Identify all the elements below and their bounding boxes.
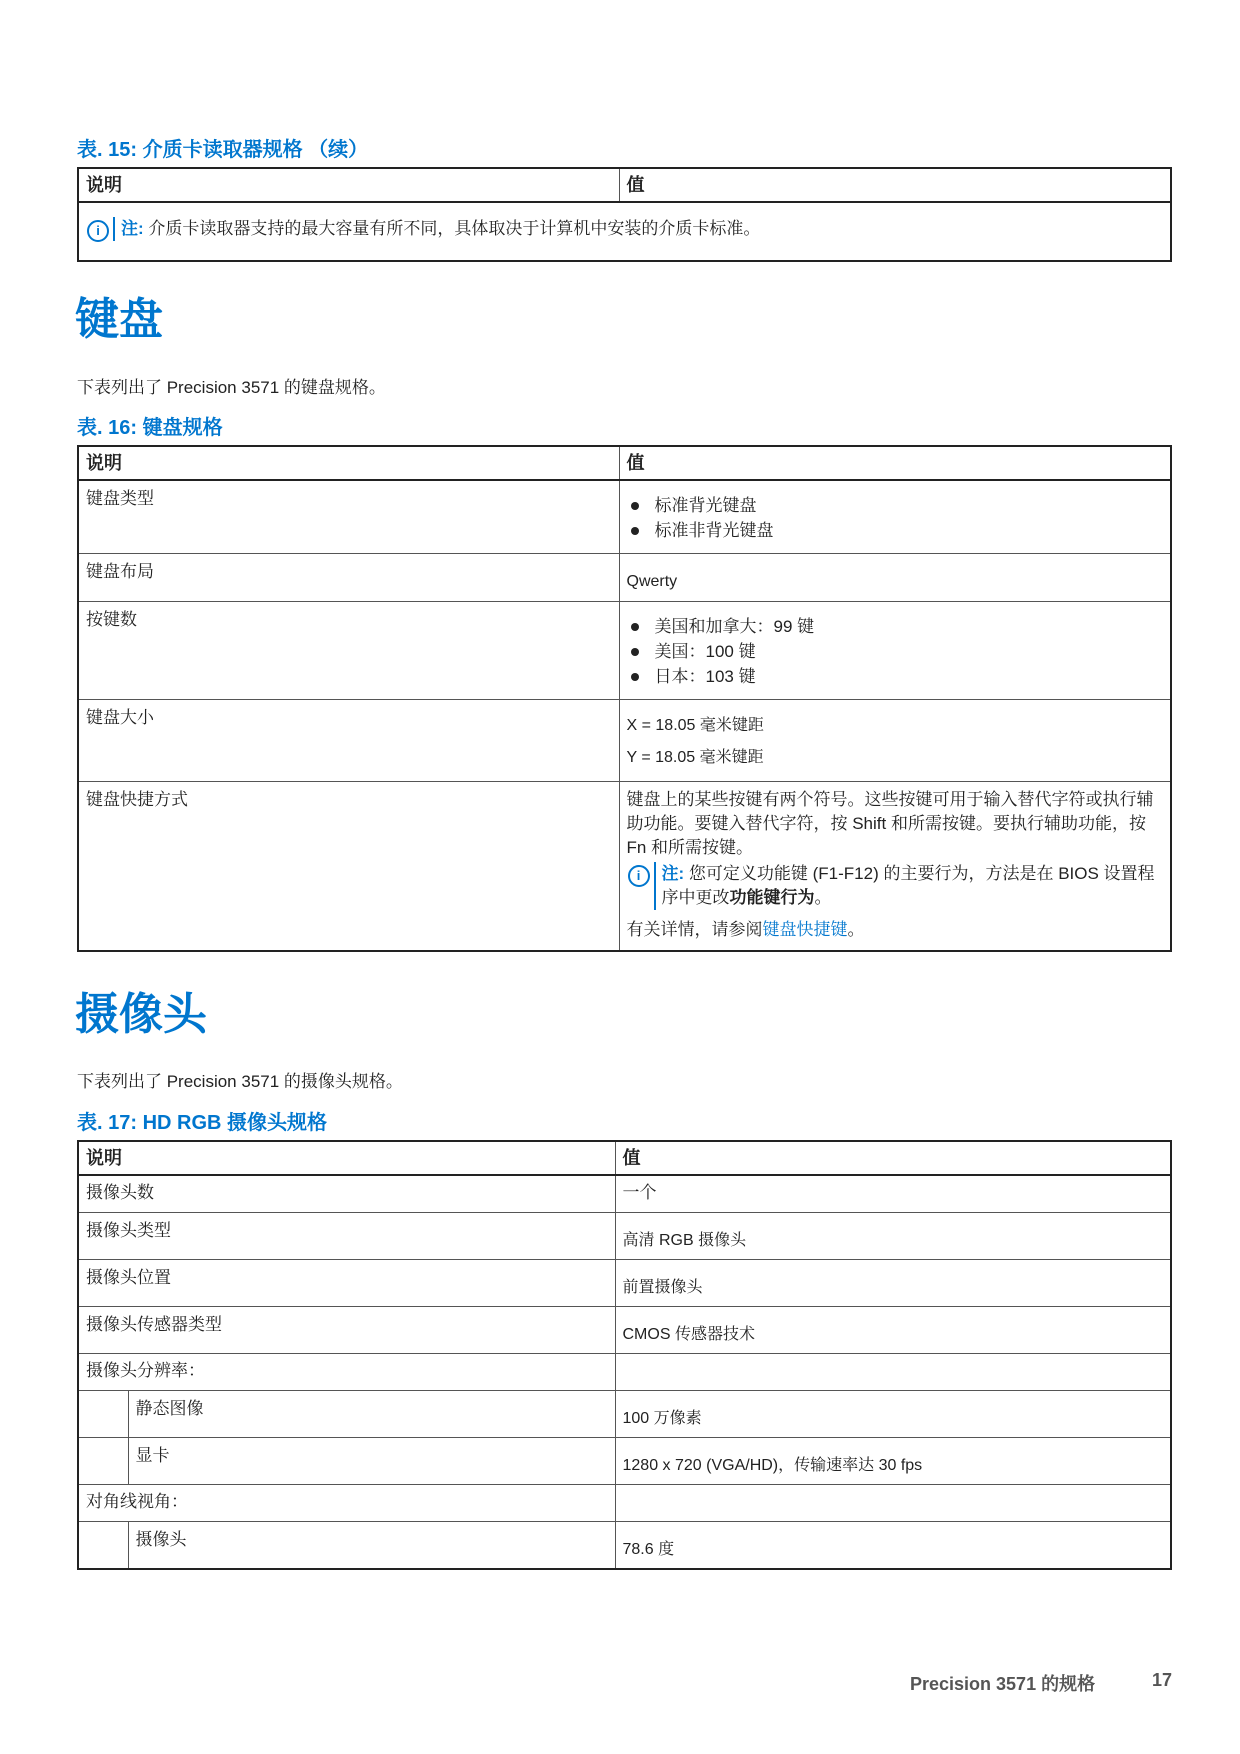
see-also-suffix: 。: [847, 919, 865, 939]
table-row: [78, 1353, 1171, 1390]
media-card-reader-table: [77, 167, 1172, 262]
table-row: [78, 1437, 1171, 1484]
row-value: 78.6 度: [615, 1521, 1171, 1569]
row-label: 键盘布局: [78, 553, 619, 601]
note: [86, 217, 1163, 242]
bullet-list: [627, 614, 1164, 689]
column-header-value: 值: [619, 446, 1171, 480]
row-label: 键盘大小: [78, 699, 619, 781]
table-row: [78, 1306, 1171, 1353]
table-row: [78, 553, 1171, 601]
bullet-list: [627, 493, 1164, 543]
table-16-caption: 表. 16: 键盘规格: [77, 417, 223, 439]
row-label: 显卡: [128, 1437, 615, 1484]
row-value: CMOS 传感器技术: [615, 1306, 1171, 1353]
see-also-prefix: 有关详情，请参阅: [626, 919, 763, 939]
row-label: 摄像头位置: [78, 1259, 615, 1306]
column-header-value: 值: [615, 1141, 1171, 1175]
table-row: [78, 1175, 1171, 1212]
row-value: 1280 x 720 (VGA/HD)，传输速率达 30 fps: [615, 1437, 1171, 1484]
row-label: 摄像头类型: [78, 1212, 615, 1259]
note: [627, 862, 1164, 910]
row-value: [619, 699, 1171, 781]
note-end: 。: [814, 887, 832, 907]
list-item: 标准背光键盘: [627, 493, 1164, 518]
row-value: 高清 RGB 摄像头: [615, 1212, 1171, 1259]
note-text: 介质卡读取器支持的最大容量有所不同，具体取决于计算机中安装的介质卡标准。: [148, 219, 761, 238]
row-label: 摄像头数: [78, 1175, 615, 1212]
table-row: [78, 1212, 1171, 1259]
row-label: 键盘类型: [78, 480, 619, 553]
row-value: [619, 480, 1171, 553]
keyboard-shortcuts-link[interactable]: 键盘快捷键: [762, 919, 848, 939]
column-header-description: 说明: [78, 168, 619, 202]
keyboard-table: [77, 445, 1172, 952]
value-line: X = 18.05 毫米键距: [626, 716, 764, 734]
note-text: 您可定义功能键 (F1-F12) 的主要行为，方法是在 BIOS 设置程序中更改: [661, 863, 1155, 907]
row-label: 摄像头: [128, 1521, 615, 1569]
row-value: 100 万像素: [615, 1390, 1171, 1437]
table-15-caption: 表. 15: 介质卡读取器规格 （续）: [77, 139, 369, 161]
footer-title: Precision 3571 的规格: [910, 1674, 1096, 1694]
row-label: 静态图像: [128, 1390, 615, 1437]
keyboard-heading: 键盘: [75, 295, 163, 344]
table-header-row: [78, 1141, 1171, 1175]
camera-table: [77, 1140, 1172, 1570]
indent-cell: [78, 1437, 128, 1484]
row-label: 摄像头分辨率：: [78, 1353, 615, 1390]
value-line: Y = 18.05 毫米键距: [626, 748, 764, 766]
indent-cell: [78, 1390, 128, 1437]
row-label: 摄像头传感器类型: [78, 1306, 615, 1353]
table-row: [78, 699, 1171, 781]
shortcut-description: 键盘上的某些按键有两个符号。这些按键可用于输入替代字符或执行辅助功能。要键入替代字符，按 Shift 和所需按键。要执行辅助功能，按 Fn 和所需按键。: [626, 789, 1154, 857]
note-cell: [78, 202, 1171, 261]
table-row: [78, 202, 1171, 261]
row-label: 按键数: [78, 601, 619, 699]
table-row: [78, 601, 1171, 699]
row-value: [615, 1484, 1171, 1521]
row-value: 一个: [615, 1175, 1171, 1212]
column-header-description: 说明: [78, 446, 619, 480]
row-value: [619, 601, 1171, 699]
row-label: 键盘快捷方式: [78, 781, 619, 951]
note-label: 注:: [121, 219, 144, 238]
row-value: [615, 1353, 1171, 1390]
list-item: 标准非背光键盘: [627, 518, 1164, 543]
info-icon: i: [87, 220, 109, 242]
table-row: [78, 1259, 1171, 1306]
indent-cell: [78, 1521, 128, 1569]
row-value: 前置摄像头: [615, 1259, 1171, 1306]
note-label: 注:: [661, 863, 685, 883]
list-item: 美国和加拿大：99 键: [627, 614, 1164, 639]
note-bold-text: 功能键行为: [729, 887, 815, 907]
list-item: 美国：100 键: [627, 639, 1164, 664]
table-row: [78, 1390, 1171, 1437]
info-icon: i: [628, 865, 650, 887]
list-item: 日本：103 键: [627, 664, 1164, 689]
see-also: [627, 918, 1164, 942]
table-header-row: [78, 168, 1171, 202]
row-label: 对角线视角：: [78, 1484, 615, 1521]
table-header-row: [78, 446, 1171, 480]
row-value: Qwerty: [619, 553, 1171, 601]
table-row: [78, 781, 1171, 951]
table-row: [78, 480, 1171, 553]
table-row: [78, 1521, 1171, 1569]
table-17-caption: 表. 17: HD RGB 摄像头规格: [77, 1112, 328, 1134]
camera-heading: 摄像头: [75, 990, 207, 1039]
camera-intro: 下表列出了 Precision 3571 的摄像头规格。: [77, 1072, 403, 1091]
table-row: [78, 1484, 1171, 1521]
row-value: [619, 781, 1171, 951]
column-header-description: 说明: [78, 1141, 615, 1175]
page-number: 17: [1152, 1670, 1173, 1690]
keyboard-intro: 下表列出了 Precision 3571 的键盘规格。: [77, 378, 386, 397]
column-header-value: 值: [619, 168, 1171, 202]
